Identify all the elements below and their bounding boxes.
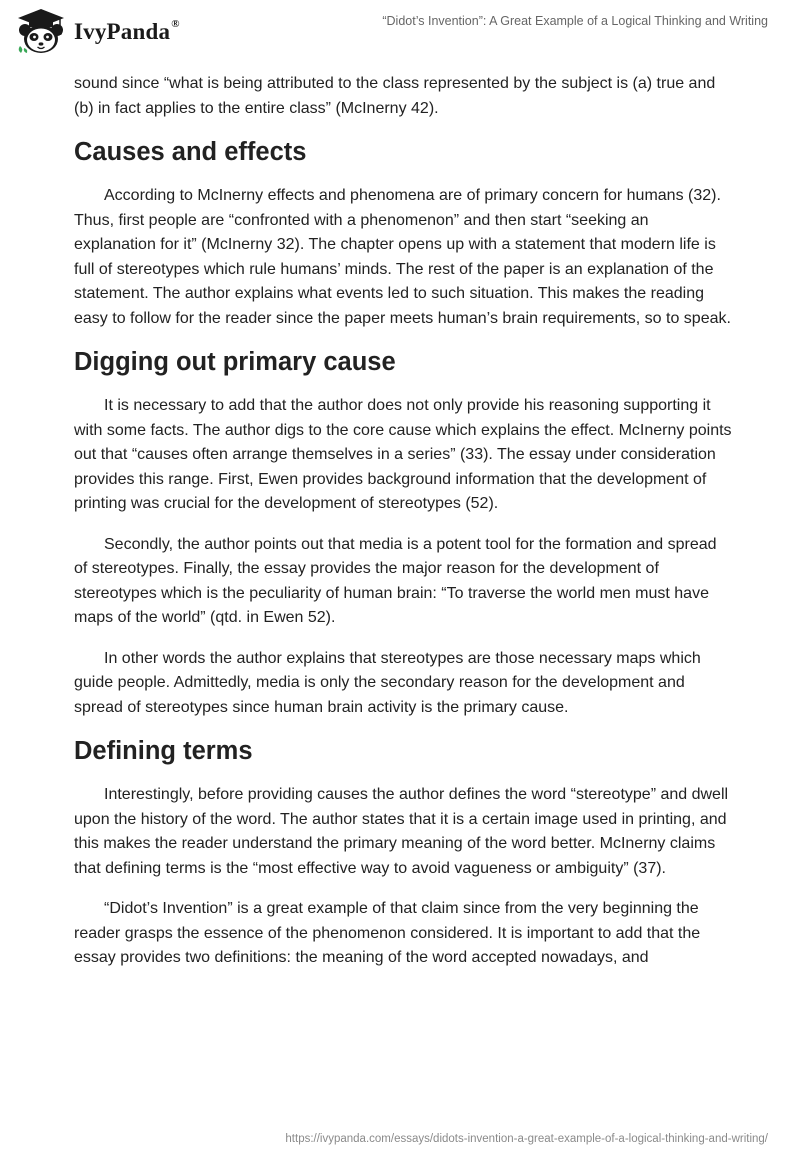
document-title: “Didot’s Invention”: A Great Example of a Logical Thinking and Writing (382, 14, 768, 28)
page-header (0, 0, 800, 64)
paragraph: It is necessary to add that the author does not only provide his reasoning supporting it with some facts. The author digs to the core cause which explains the effect. McInerny points out that “causes often arrange themselves in a series” (33). The essay under consideration provides this range. First, Ewen provides background information that the development of printing was crucial for the development of stereotypes (52). (74, 397, 732, 512)
essay-content (74, 72, 734, 987)
paragraph: Secondly, the author points out that media is a potent tool for the formation and spread of stereotypes. Finally, the essay provides the major reason for the development of stereotypes which is the peculiarity of human brain: “To traverse the world men must have maps of the world” (qtd. in Ewen 52). (74, 535, 717, 626)
panda-logo-icon (14, 8, 68, 54)
section-heading-causes-and-effects: Causes and effects (74, 138, 307, 166)
paragraph: Interestingly, before providing causes the author defines the word “stereotype” and dwell upon the history of the word. The author states that it is a certain image used in printing, and this makes the reader understand the primary meaning of the word better. McInerny claims that defining terms is the “most effective way to avoid vagueness or ambiguity” (37). (74, 786, 729, 877)
paragraph: According to McInerny effects and phenomena are of primary concern for humans (32). Thus, first people are “confronted with a phenomenon” and then start “seeking an explanation for it” (McInerny 32). The chapter opens up with a statement that modern life is full of stereotypes which rule humans’ minds. The rest of the paper is an explanation of the statement. The author explains what events led to such situation. This makes the reading easy to follow for the reader since the paper meets human’s brain requirements, so to speak. (74, 187, 731, 327)
paragraph: In other words the author explains that stereotypes are those necessary maps which guide people. Admittedly, media is only the secondary reason for the development and spread of stereotypes since human brain activity is the primary cause. (74, 649, 701, 716)
brand-logo[interactable] (14, 8, 180, 54)
section-heading-defining-terms: Defining terms (74, 737, 253, 765)
brand-name: IvyPanda® (74, 17, 180, 44)
intro-paragraph: sound since “what is being attributed to the class represented by the subject is (a) true and (b) in fact applies to the entire class” (McInerny 42). (74, 75, 716, 117)
paragraph: “Didot’s Invention” is a great example of that claim since from the very beginning the reader grasps the essence of the phenomenon considered. It is important to add that the essay provides two definitions: the meaning of the word accepted nowadays, and (74, 900, 701, 966)
source-url[interactable]: https://ivypanda.com/essays/didots-invention-a-great-example-of-a-logical-thinking-and-writing/ (285, 1133, 768, 1145)
section-heading-digging-out-primary-cause: Digging out primary cause (74, 348, 396, 376)
